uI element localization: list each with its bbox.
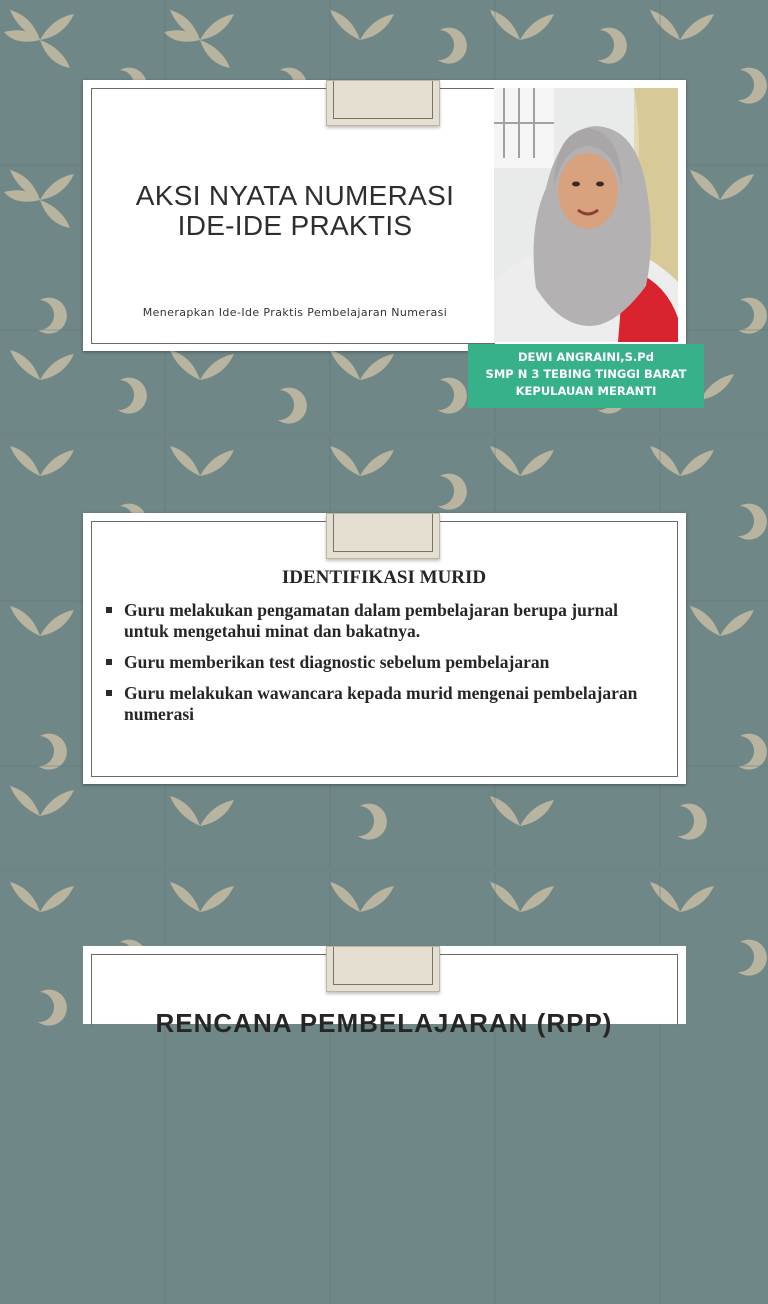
- list-item: Guru melakukan pengamatan dalam pembelajaran berupa jurnal untuk mengetahui minat dan bakatnya.: [106, 600, 666, 642]
- list-item: Guru memberikan test diagnostic sebelum pembelajaran: [106, 652, 666, 673]
- author-photo: [494, 88, 678, 342]
- author-name-box: [468, 344, 704, 408]
- subtitle: Menerapkan Ide-Ide Praktis Pembelajaran Numerasi: [142, 306, 448, 319]
- author-name: DEWI ANGRAINI,S.Pd: [518, 350, 654, 364]
- section-heading: IDENTIFIKASI MURID: [281, 567, 487, 588]
- list-item: Guru melakukan wawancara kepada murid mengenai pembelajaran numerasi: [106, 683, 666, 725]
- bullet-square-icon: [106, 659, 112, 665]
- bullet-square-icon: [106, 607, 112, 613]
- slide-3: [0, 872, 768, 1304]
- author-school: SMP N 3 TEBING TINGGI BARAT: [485, 367, 687, 381]
- bullet-square-icon: [106, 690, 112, 696]
- card-tab: [326, 80, 440, 126]
- card-tab: [326, 946, 440, 992]
- page-title: [100, 181, 490, 241]
- title-line-2: IDE-IDE PRAKTIS: [177, 210, 413, 241]
- author-region: KEPULAUAN MERANTI: [515, 384, 657, 398]
- background-pattern: [0, 872, 768, 1304]
- bullet-list: [106, 600, 666, 735]
- title-line-1: AKSI NYATA NUMERASI: [135, 180, 455, 211]
- card-tab: [326, 513, 440, 559]
- section-heading: RENCANA PEMBELAJARAN (RPP): [155, 1008, 613, 1038]
- slide-1: [0, 0, 768, 432]
